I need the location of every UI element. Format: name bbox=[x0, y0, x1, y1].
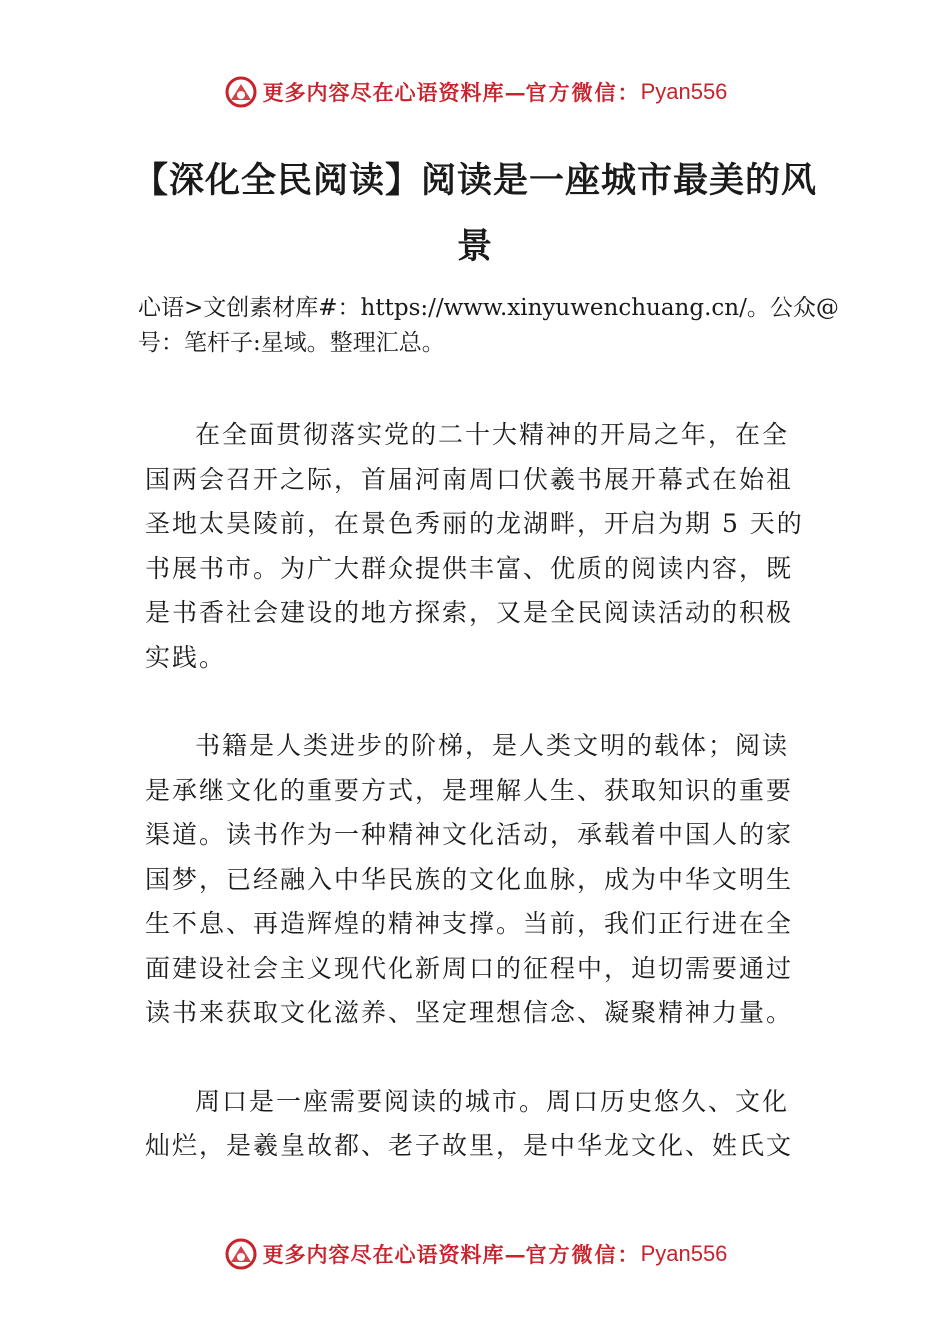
brand-text: 更多内容尽在心语资料库 bbox=[262, 1242, 505, 1267]
paragraph: 周口是一座需要阅读的城市。周口历史悠久、文化灿烂，是羲皇故都、老子故里，是中华龙文化、姓氏文 bbox=[145, 1086, 794, 1160]
brand-logo-icon bbox=[223, 1236, 259, 1272]
paragraph: 在全面贯彻落实党的二十大精神的开局之年，在全国两会召开之际，首届河南周口伏羲书展开幕式在始祖圣地太昊陵前，在景色秀丽的龙湖畔，开启为期 5 天的书展书市。为广大群众提供丰富、优质的阅读内容，既是书香社会建设的地方探索，又是全民阅读活动的积极实践。 bbox=[145, 420, 804, 672]
wechat-id: Pyan556 bbox=[640, 79, 728, 104]
brand-logo-icon bbox=[223, 74, 259, 110]
wechat-id: Pyan556 bbox=[640, 1241, 728, 1266]
source-line: 心语>文创素材库#：https://www.xinyuwenchuang.cn/。公众@号：笔杆子:星域。整理汇总。 bbox=[138, 295, 839, 356]
article-title: 【深化全民阅读】阅读是一座城市最美的风景 bbox=[132, 161, 817, 267]
wechat-label: 官方微信： bbox=[525, 1242, 641, 1267]
header-banner bbox=[0, 70, 950, 114]
brand-dash: — bbox=[504, 1241, 526, 1267]
paragraph: 书籍是人类进步的阶梯，是人类文明的载体；阅读是承继文化的重要方式，是理解人生、获取知识的重要渠道。读书作为一种精神文化活动，承载着中国人的家国梦，已经融入中华民族的文化血脉，成为中华文明生生不息、再造辉煌的精神支撑。当前，我们正行进在全面建设社会主义现代化新周口的征程中，迫切需要通过读书来获取文化滋养、坚定理想信念、凝聚精神力量。 bbox=[145, 731, 794, 1027]
brand-text: 更多内容尽在心语资料库 bbox=[262, 80, 505, 105]
brand-dash: — bbox=[504, 79, 526, 105]
article-body bbox=[145, 413, 815, 1213]
footer-banner bbox=[0, 1232, 950, 1276]
wechat-label: 官方微信： bbox=[525, 80, 641, 105]
